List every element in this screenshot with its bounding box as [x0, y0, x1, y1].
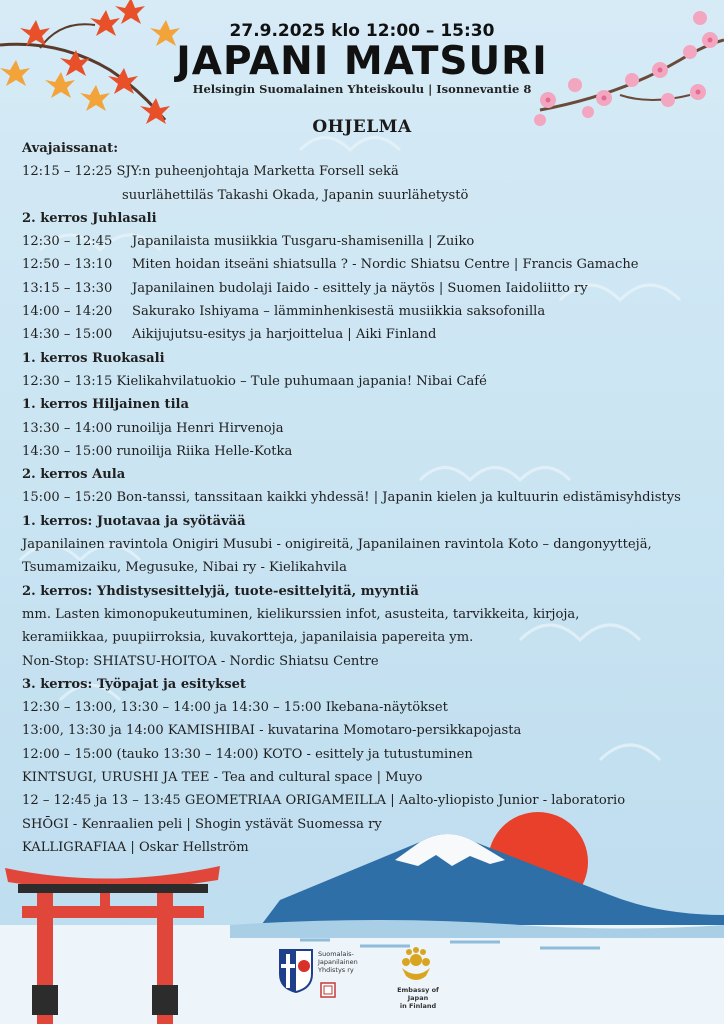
- program-item: 12:15 – 12:25 SJY:n puheenjohtaja Marketta Forsell sekä: [22, 164, 399, 180]
- chrysanthemum-crest-icon: [396, 946, 436, 986]
- program-item: 13:00, 13:30 ja 14:00 KAMISHIBAI - kuvatarina Momotaro-persikkapojasta: [22, 723, 522, 739]
- program-item: Japanilainen ravintola Onigiri Musubi - onigireitä, Japanilainen ravintola Koto – dangonyyttejä,: [22, 537, 652, 553]
- embassy-line: Embassy of Japan: [397, 986, 439, 1002]
- item-time: 12:50 – 13:10: [22, 257, 113, 273]
- program-list: [22, 137, 712, 859]
- item-text: Japanilainen budolaji Iaido - esittely ja näytös | Suomen Iaidoliitto ry: [132, 280, 588, 296]
- program-item: SHŌGI - Kenraalien peli | Shogin ystävät Suomessa ry: [22, 816, 382, 832]
- program-item: mm. Lasten kimonopukeutuminen, kielikurssien infot, asusteita, tarvikkeita, kirjoja,: [22, 606, 580, 622]
- program-item: 12:30 – 13:00, 13:30 – 14:00 ja 14:30 – 15:00 Ikebana-näytökset: [22, 700, 448, 716]
- embassy-line: in Finland: [399, 1002, 437, 1010]
- sponsor-logos: [0, 944, 724, 1014]
- sjy-line: Suomalais-: [318, 950, 354, 958]
- sjy-shield-icon: [278, 948, 314, 994]
- program-item: keramiikkaa, puupiirroksia, kuvakortteja, japanilaisia papereita ym.: [22, 630, 474, 646]
- event-date-time: 27.9.2025 klo 12:00 – 15:30: [229, 21, 495, 41]
- item-text: Sakurako Ishiyama – lämminhenkisestä musiikkia saksofonilla: [132, 304, 546, 320]
- event-venue: Helsingin Suomalainen Yhteiskoulu | Isonnevantie 8: [192, 82, 532, 96]
- item-text: Aikijujutsu-esitys ja harjoittelua | Aiki Finland: [132, 327, 437, 343]
- program-item: Tsumamizaiku, Megusuke, Nibai ry - Kielikahvila: [22, 560, 347, 576]
- program-item: [22, 323, 712, 346]
- program-item: [22, 253, 712, 276]
- section-heading: 2. kerros: Yhdistysesittelyjä, tuote-esittelyitä, myyntiä: [22, 583, 419, 599]
- program-item: 12:00 – 15:00 (tauko 13:30 – 14:00) KOTO - esittely ja tutustuminen: [22, 746, 473, 762]
- item-time: 13:15 – 13:30: [22, 280, 113, 296]
- program-item: KINTSUGI, URUSHI JA TEE - Tea and cultural space | Muyo: [22, 770, 423, 786]
- item-time: 14:00 – 14:20: [22, 304, 113, 320]
- program-item: KALLIGRAFIAA | Oskar Hellström: [22, 839, 249, 855]
- section-heading: 1. kerros: Juotavaa ja syötävää: [22, 513, 246, 529]
- program-item: 12:30 – 13:15 Kielikahvilatuokio – Tule puhumaan japania! Nibai Café: [22, 373, 487, 389]
- program-item: 12 – 12:45 ja 13 – 13:45 GEOMETRIAA ORIGAMEILLA | Aalto-yliopisto Junior - laboratorio: [22, 793, 626, 809]
- item-text: Japanilaista musiikkia Tusgaru-shamisenilla | Zuiko: [132, 234, 475, 250]
- section-heading: 1. kerros Hiljainen tila: [22, 397, 190, 413]
- program-item: [22, 230, 712, 253]
- program-heading: OHJELMA: [312, 117, 412, 137]
- section-heading: 3. kerros: Työpajat ja esitykset: [22, 676, 246, 692]
- section-heading: 2. kerros Aula: [22, 467, 126, 483]
- sjy-line: Japanilainen: [318, 958, 358, 966]
- section-heading: Avajaissanat:: [22, 141, 119, 156]
- program-item: suurlähettiläs Takashi Okada, Japanin suurlähetystö: [122, 187, 469, 203]
- seal-icon: [320, 982, 336, 998]
- item-text: Miten hoidan itseäni shiatsulla ? - Nordic Shiatsu Centre | Francis Gamache: [132, 257, 639, 273]
- program-item: [22, 277, 712, 300]
- sjy-logo-text: [318, 950, 358, 974]
- section-heading: 1. kerros Ruokasali: [22, 350, 165, 366]
- item-time: 14:30 – 15:00: [22, 327, 113, 343]
- program-item: 14:30 – 15:00 runoilija Riika Helle-Kotka: [22, 443, 293, 459]
- section-heading: 2. kerros Juhlasali: [22, 210, 157, 226]
- event-title: JAPANI MATSURI: [176, 39, 548, 84]
- program-item: 13:30 – 14:00 runoilija Henri Hirvenoja: [22, 420, 284, 436]
- embassy-logo-text: [388, 986, 448, 1010]
- sjy-line: Yhdistys ry: [318, 966, 354, 974]
- item-time: 12:30 – 12:45: [22, 234, 113, 250]
- program-item: 15:00 – 15:20 Bon-tanssi, tanssitaan kaikki yhdessä! | Japanin kielen ja kultuurin edistämisyhdistys: [22, 490, 681, 506]
- program-item: [22, 300, 712, 323]
- program-item: Non-Stop: SHIATSU-HOITOA - Nordic Shiatsu Centre: [22, 653, 379, 669]
